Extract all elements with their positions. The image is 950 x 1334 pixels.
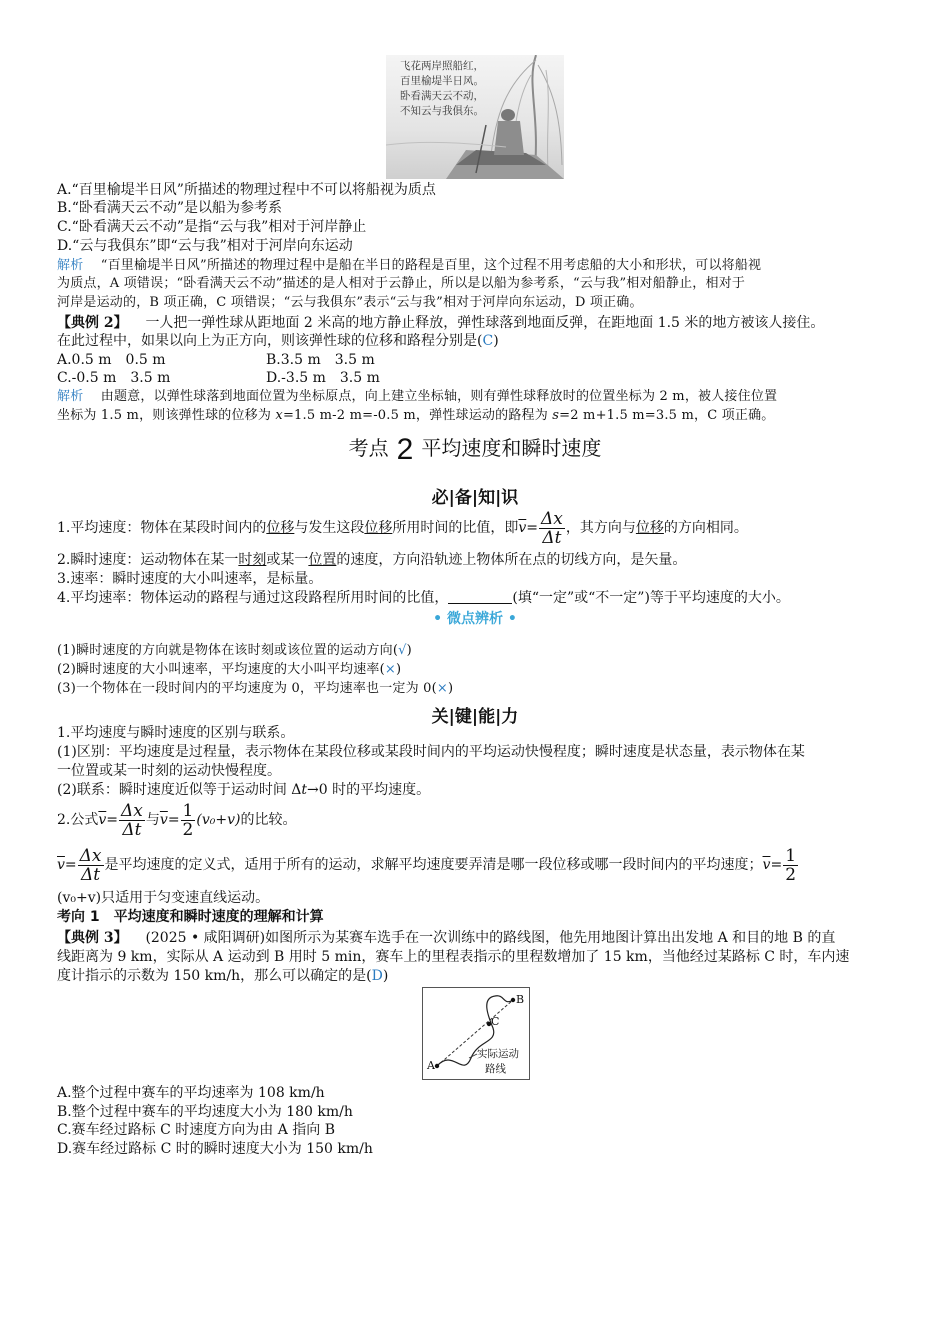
text: (3)一个物体在一段时间内的平均速度为 0，平均速率也一定为 0( [57, 681, 437, 696]
route-diagram [422, 987, 530, 1080]
equals: = [64, 857, 77, 873]
ex3-question-line [57, 929, 835, 947]
ex3-question-line [57, 967, 388, 985]
judge-item [57, 661, 401, 679]
question-text: 在此过程中，如果以向上为正方向，则该弹性球的位移和路程分别是( [57, 333, 483, 349]
definition-average-velocity [57, 508, 748, 548]
var-x: x [275, 408, 283, 423]
route-note: 实际运动 [477, 1048, 519, 1060]
underlined-term: 时刻 [238, 552, 267, 568]
route-note: 路线 [485, 1063, 506, 1075]
text: (1)瞬时速度的方向就是物体在该时刻或该位置的运动方向( [57, 643, 399, 658]
cross-mark: × [436, 681, 448, 696]
ex1-option-a: A.“百里榆堤半日风”所描述的物理过程中不可以将船视为质点 [57, 182, 436, 198]
formula-comparison [57, 800, 296, 840]
direction-heading: 考向 1 平均速度和瞬时速度的理解和计算 [57, 909, 324, 925]
text: 的比较。 [240, 812, 297, 828]
ex3-option-c: C.赛车经过路标 C 时速度方向为由 A 指向 B [57, 1122, 336, 1138]
analysis-text: 坐标为 1.5 m，则该弹性球的位移为 [57, 408, 276, 423]
answer-letter: C [482, 333, 494, 349]
text: (填“一定”或“不一定”)等于平均速度的大小。 [512, 590, 790, 606]
ex2-analysis-line [57, 407, 775, 425]
analysis-text: =1.5 m-2 m=-0.5 m，弹性球运动的路程为 [282, 408, 553, 423]
poem-text [400, 59, 484, 119]
key-ability-text: 一位置或某一时刻的运动快慢程度。 [57, 763, 281, 779]
ex3-option-b: B.整个过程中赛车的平均速度大小为 180 km/h [57, 1104, 353, 1120]
text: 的速度，方向沿轨迹上物体所在点的切线方向，是矢量。 [336, 552, 687, 568]
text: 或某一 [266, 552, 309, 568]
ex1-option-d: D.“云与我俱东”即“云与我”相对于河岸向东运动 [57, 238, 353, 254]
example-label: 【典例 3】 [57, 930, 128, 946]
key-ability-text: 1.平均速度与瞬时速度的区别与联系。 [57, 725, 295, 741]
analysis-text: =2 m+1.5 m=3.5 m，C 项正确。 [559, 408, 775, 423]
point-c-label: C [491, 1015, 500, 1028]
paren: ) [395, 662, 402, 677]
text: 是平均速度的定义式，适用于所有的运动，求解平均速度要弄清是哪一段位移或哪一段时间内的平均速度； [104, 857, 763, 873]
numerator: 1 [182, 800, 194, 821]
denominator: Δt [119, 820, 145, 839]
var-v-bar: $\overline{v}$ [159, 812, 168, 828]
formula-explanation: (v₀+v)只适用于匀变速直线运动。 [57, 890, 270, 906]
fraction-dx-dt [78, 847, 104, 884]
paren: ) [493, 333, 499, 349]
ex2-option-c: C.-0.5 m 3.5 m [57, 370, 171, 386]
ex3-question-line: 线距离为 9 km，实际从 A 运动到 B 用时 5 min，赛车上的里程表指示的里程数增加了 15 km，当他经过某路标 C 时，车内速 [57, 949, 850, 965]
underlined-term: 位移 [364, 520, 393, 536]
fraction-dx-dt [119, 802, 145, 839]
title-text: 平均速度和瞬时速度 [421, 436, 602, 460]
cross-mark: × [384, 662, 396, 677]
fraction-dx-dt [539, 510, 565, 547]
ex2-option-a: A.0.5 m 0.5 m [57, 352, 166, 368]
definition-average-speed [57, 589, 790, 607]
underlined-term: 位移 [266, 520, 295, 536]
equals: = [770, 857, 783, 873]
title-number: 2 [396, 433, 414, 466]
ex3-option-a: A.整个过程中赛车的平均速率为 108 km/h [57, 1085, 325, 1101]
judge-item [57, 680, 453, 698]
question-text: 如图所示为某赛车选手在一次训练中的路线图，他先用地图计算出出发地 A 和目的地 B 的直 [265, 930, 836, 946]
title-text: 考点 [348, 436, 389, 460]
answer-letter: D [371, 968, 383, 984]
var-v-bar: $\overline{v}$ [518, 520, 527, 536]
equals: = [526, 520, 539, 536]
expression: (v₀+v) [196, 812, 241, 828]
numerator: Δx [541, 508, 563, 529]
fraction-half [181, 802, 196, 839]
ex1-analysis-line: 河岸是运动的，B 项正确，C 项错误；“云与我俱东”表示“云与我”相对于河岸向东运动，D 项正确。 [57, 295, 643, 310]
ex2-option-b: B.3.5 m 3.5 m [266, 352, 375, 368]
denominator: 2 [785, 864, 797, 885]
underlined-term: 位移 [635, 520, 664, 536]
text: 4.平均速率：物体运动的路程与通过这段路程所用时间的比值， [57, 590, 449, 606]
section-title [0, 432, 950, 467]
check-mark: √ [398, 643, 407, 658]
numerator: 1 [785, 845, 797, 866]
poem-line: 百里榆堤半日风。 [400, 75, 484, 87]
var-t: t [301, 782, 308, 798]
fraction-half [783, 847, 798, 884]
ex2-analysis-line [57, 388, 777, 406]
ex2-option-d: D.-3.5 m 3.5 m [266, 370, 380, 386]
denominator: Δt [539, 528, 565, 547]
key-ability-text [57, 781, 430, 799]
question-text: 度计指示的示数为 150 km/h，那么可以确定的是( [57, 968, 372, 984]
text: →0 时的平均速度。 [307, 782, 431, 798]
ex1-option-c: C.“卧看满天云不动”是指“云与我”相对于河岸静止 [57, 219, 367, 235]
underlined-term: 位置 [308, 552, 337, 568]
var-s: s [552, 408, 560, 423]
paren: ) [448, 681, 454, 696]
point-b-label: B [516, 993, 525, 1006]
subsection-heading: 必|备|知|识 [431, 488, 519, 508]
ex3-option-d: D.赛车经过路标 C 时的瞬时速度大小为 150 km/h [57, 1141, 373, 1157]
denominator: Δt [78, 865, 104, 884]
var-v-bar: $\overline{v}$ [762, 857, 771, 873]
route-figure [423, 988, 529, 1079]
poem-line: 不知云与我俱东。 [400, 105, 484, 117]
analysis-text: “百里榆堤半日风”所描述的物理过程中是船在半日的路程是百里，这个过程不用考虑船的大小和形状，可以将船视 [100, 258, 762, 273]
text: 1.平均速度：物体在某段时间内的 [57, 520, 267, 536]
point-a-label: A [427, 1059, 435, 1072]
numerator: Δx [121, 800, 143, 821]
text: 与发生这段 [294, 520, 365, 536]
ex2-question-line [57, 332, 499, 350]
denominator: 2 [182, 819, 194, 840]
formula-explanation [57, 845, 799, 885]
var-v-bar: $\overline{v}$ [98, 812, 107, 828]
text: 与 [145, 812, 160, 828]
text: (2)瞬时速度的大小叫速率，平均速度的大小叫平均速率( [57, 662, 385, 677]
text: 2.瞬时速度：运动物体在某一 [57, 552, 239, 568]
poem-line: 飞花两岸照船红， [400, 60, 484, 72]
ex1-analysis-line [57, 257, 761, 275]
text: (2)联系：瞬时速度近似等于运动时间 Δ [57, 782, 302, 798]
text: 所用时间的比值，即 [392, 520, 519, 536]
key-ability-text: (1)区别：平均速度是过程量，表示物体在某段位移或某段时间内的平均运动快慢程度；瞬时速度是状态量，表示物体在某 [57, 744, 805, 760]
paren: ) [406, 643, 412, 658]
poem-illustration [386, 55, 564, 179]
poem-line: 卧看满天云不动， [400, 90, 484, 102]
question-text: 一人把一弹性球从距地面 2 米高的地方静止释放，弹性球落到地面反弹，在距地面 1.5 米的地方被该人接住。 [145, 315, 825, 331]
text: 2.公式 [57, 812, 99, 828]
paren: ) [382, 968, 389, 984]
subsection-heading: 关|键|能|力 [431, 707, 519, 727]
analysis-tag: 解析 [57, 258, 84, 273]
equals: = [106, 812, 119, 828]
micro-point-heading: • 微点辨析 • [433, 611, 517, 627]
example-label: 【典例 2】 [57, 315, 128, 331]
numerator: Δx [79, 845, 102, 866]
definition-speed: 3.速率：瞬时速度的大小叫速率，是标量。 [57, 571, 323, 587]
text: 的方向相同。 [663, 520, 748, 536]
equals: = [167, 812, 180, 828]
definition-instant-velocity [57, 551, 686, 569]
judge-item [57, 642, 412, 660]
var-v-bar: $\overline{v}$ [57, 857, 65, 873]
ex1-option-b: B.“卧看满天云不动”是以船为参考系 [57, 200, 283, 216]
ex2-question-line [57, 314, 824, 332]
text: ，其方向与 [565, 520, 636, 536]
fill-blank[interactable] [448, 589, 512, 604]
source-tag: (2025 • 咸阳调研) [145, 930, 266, 946]
analysis-tag: 解析 [57, 389, 84, 404]
analysis-text: 由题意，以弹性球落到地面位置为坐标原点，向上建立坐标轴，则有弹性球释放时的位置坐标为 2 m，被人接住位置 [100, 389, 778, 404]
ex1-analysis-line: 为质点，A 项错误；“卧看满天云不动”描述的是人相对于云静止，所以是以船为参考系，“云与我”相对船静止，相对于 [57, 276, 746, 291]
